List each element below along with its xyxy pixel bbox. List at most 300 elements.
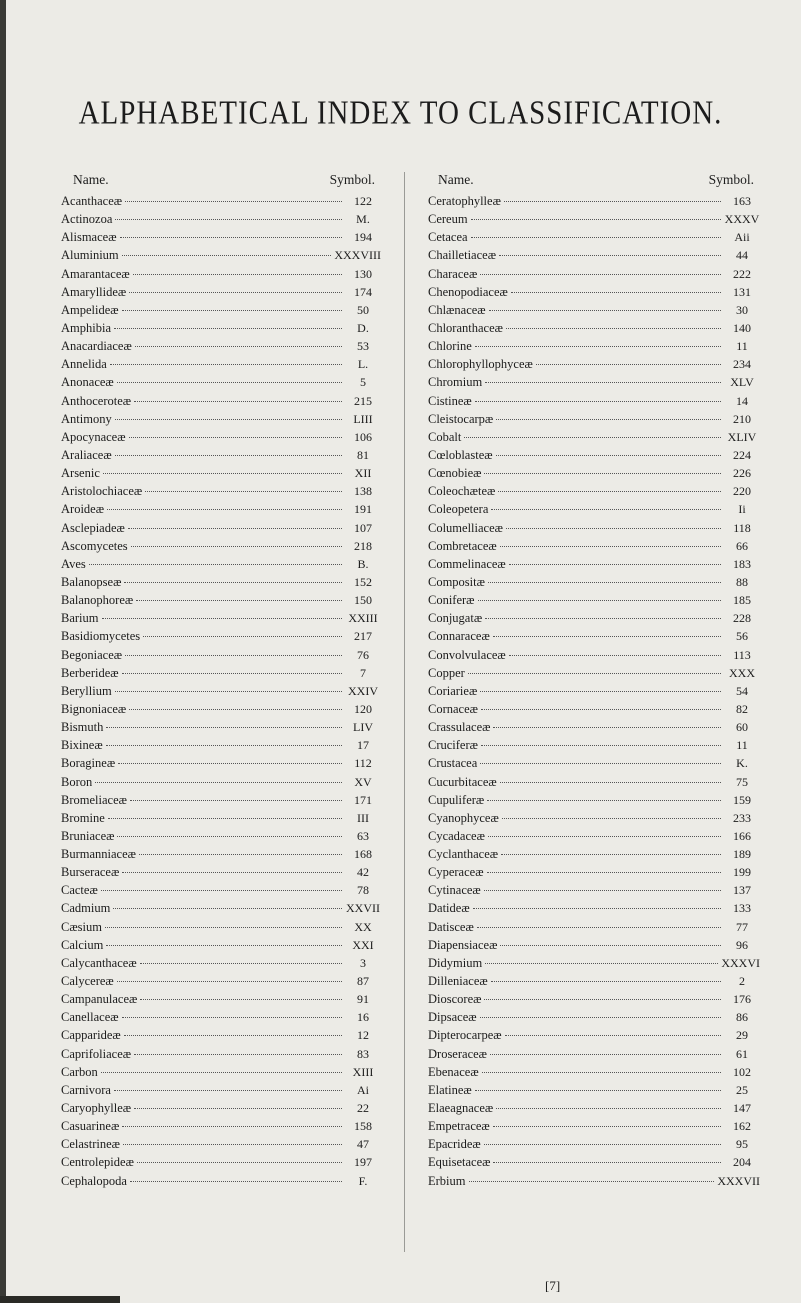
entry-name: Canellaceæ — [61, 1010, 119, 1025]
index-entry — [428, 246, 760, 264]
entry-symbol: 197 — [354, 1155, 372, 1170]
leader-dots — [489, 309, 721, 311]
symbol-header: Symbol. — [329, 172, 375, 187]
entry-name: Crassulaceæ — [428, 720, 491, 735]
column-header — [428, 172, 760, 190]
entry-name: Aves — [61, 556, 86, 571]
page-title: ALPHABETICAL INDEX TO CLASSIFICATION. — [78, 94, 723, 132]
index-entry — [61, 718, 381, 736]
index-entry — [428, 990, 760, 1008]
entry-name: Centrolepideæ — [61, 1155, 134, 1170]
leader-dots — [115, 418, 342, 420]
index-entry — [61, 301, 381, 319]
leader-dots — [95, 781, 342, 783]
entry-name: Burseraceæ — [61, 865, 120, 880]
leader-dots — [473, 907, 721, 909]
leader-dots — [135, 345, 342, 347]
leader-dots — [140, 962, 342, 964]
index-entry — [428, 373, 760, 391]
entry-symbol: 12 — [357, 1028, 369, 1043]
page-edge-shadow — [0, 0, 6, 1303]
leader-dots — [106, 744, 342, 746]
entry-name: Caprifoliaceæ — [61, 1046, 132, 1061]
entry-name: Chlorophyllophyceæ — [428, 357, 533, 372]
entry-name: Caryophylleæ — [61, 1101, 132, 1116]
index-entry — [61, 500, 381, 518]
entry-name: Chlænaceæ — [428, 302, 486, 317]
index-entry — [428, 1045, 760, 1063]
entry-name: Amaryllideæ — [61, 284, 127, 299]
entry-symbol: 106 — [354, 429, 372, 444]
entry-symbol: 183 — [733, 556, 751, 571]
leader-dots — [484, 889, 721, 891]
index-column-right — [428, 172, 760, 1190]
index-entry — [61, 265, 381, 283]
entry-name: Balanopseæ — [61, 574, 122, 589]
index-entry — [428, 972, 760, 990]
entry-name: Conjugatæ — [428, 611, 483, 626]
entry-name: Equisetaceæ — [428, 1155, 491, 1170]
index-entry — [428, 410, 760, 428]
index-entry — [428, 700, 760, 718]
entry-symbol: XX — [354, 919, 372, 934]
leader-dots — [471, 218, 721, 220]
leader-dots — [480, 690, 721, 692]
leader-dots — [480, 1016, 721, 1018]
entry-symbol: 11 — [736, 339, 748, 354]
entry-name: Chailletiaceæ — [428, 248, 497, 263]
entry-name: Bromine — [61, 810, 105, 825]
index-entry — [61, 210, 381, 228]
entry-symbol: 224 — [733, 447, 751, 462]
entry-symbol: 158 — [354, 1119, 372, 1134]
index-entry — [61, 519, 381, 537]
entry-symbol: Aii — [734, 230, 750, 245]
index-entry — [61, 754, 381, 772]
index-entry — [428, 773, 760, 791]
entry-name: Chlorine — [428, 339, 472, 354]
entry-name: Dilleniaceæ — [428, 974, 488, 989]
entry-symbol: 140 — [733, 320, 751, 335]
index-entry — [61, 319, 381, 337]
index-entry — [61, 355, 381, 373]
entry-symbol: XV — [354, 774, 372, 789]
entry-symbol: III — [357, 810, 369, 825]
entry-name: Cetacea — [428, 230, 468, 245]
entry-symbol: 163 — [733, 194, 751, 208]
leader-dots — [485, 617, 721, 619]
entry-symbol: 82 — [736, 701, 748, 716]
leader-dots — [487, 799, 721, 801]
entry-symbol: 118 — [733, 520, 751, 535]
index-entry — [61, 664, 381, 682]
index-entry — [61, 845, 381, 863]
leader-dots — [122, 1016, 342, 1018]
leader-dots — [487, 871, 721, 873]
index-entry — [61, 1063, 381, 1081]
entry-name: Calcium — [61, 937, 104, 952]
index-entry — [428, 192, 760, 210]
entry-symbol: XLIV — [727, 429, 757, 444]
entry-name: Cyclanthaceæ — [428, 847, 499, 862]
entry-name: Balanophoreæ — [61, 593, 134, 608]
entry-symbol: 220 — [733, 484, 751, 499]
entry-name: Berberideæ — [61, 665, 119, 680]
index-entry — [61, 972, 381, 990]
entry-symbol: 78 — [357, 883, 369, 898]
leader-dots — [496, 1107, 721, 1109]
leader-dots — [110, 363, 342, 365]
entry-name: Cruciferæ — [428, 738, 478, 753]
entry-name: Ceratophylleæ — [428, 194, 501, 208]
index-entry — [428, 718, 760, 736]
index-entry — [61, 990, 381, 1008]
leader-dots — [136, 599, 342, 601]
index-entry — [428, 428, 760, 446]
leader-dots — [493, 1161, 721, 1163]
entry-symbol: 63 — [357, 828, 369, 843]
index-entry — [61, 881, 381, 899]
leader-dots — [122, 672, 342, 674]
leader-dots — [509, 654, 721, 656]
index-entry — [428, 646, 760, 664]
index-entry — [428, 664, 760, 682]
entry-name: Chenopodiaceæ — [428, 284, 508, 299]
index-entry — [61, 428, 381, 446]
entry-symbol: 166 — [733, 828, 751, 843]
entry-symbol: 204 — [733, 1155, 751, 1170]
entry-symbol: M. — [356, 212, 370, 227]
entry-symbol: LIII — [353, 411, 373, 426]
entry-symbol: 44 — [736, 248, 748, 263]
leader-dots — [129, 436, 342, 438]
index-entry — [428, 1135, 760, 1153]
index-entry — [428, 827, 760, 845]
entry-symbol: XLV — [730, 375, 754, 390]
entry-name: Cephalopoda — [61, 1173, 127, 1188]
index-entry — [61, 936, 381, 954]
entry-name: Characeæ — [428, 266, 478, 281]
entry-name: Cycadaceæ — [428, 828, 485, 843]
leader-dots — [122, 254, 332, 256]
leader-dots — [107, 508, 342, 510]
entry-symbol: 215 — [354, 393, 372, 408]
entry-symbol: Ii — [738, 502, 746, 517]
entry-name: Elatineæ — [428, 1082, 472, 1097]
entry-name: Bruniaceæ — [61, 828, 115, 843]
entry-name: Ascomycetes — [61, 538, 128, 553]
entry-name: Erbium — [428, 1173, 466, 1188]
index-entry — [61, 899, 381, 917]
entry-name: Anonaceæ — [61, 375, 114, 390]
entry-symbol: 61 — [736, 1046, 748, 1061]
index-entry — [428, 1172, 760, 1190]
entry-symbol: 54 — [736, 683, 748, 698]
entry-name: Coleochæteæ — [428, 484, 496, 499]
entry-name: Bismuth — [61, 720, 104, 735]
index-entry — [428, 555, 760, 573]
leader-dots — [485, 381, 721, 383]
leader-dots — [117, 835, 342, 837]
entry-name: Empetraceæ — [428, 1119, 490, 1134]
leader-dots — [103, 472, 342, 474]
index-entry — [61, 410, 381, 428]
index-entry — [428, 1117, 760, 1135]
entry-name: Elaeagnaceæ — [428, 1101, 494, 1116]
leader-dots — [491, 980, 721, 982]
entry-symbol: XXIV — [348, 683, 378, 698]
entry-symbol: 16 — [357, 1010, 369, 1025]
entry-symbol: 233 — [733, 810, 751, 825]
index-entry — [61, 192, 381, 210]
index-list-right — [428, 192, 760, 1190]
entry-name: Amphibia — [61, 320, 111, 335]
entry-name: Coleopetera — [428, 502, 489, 517]
entry-symbol: 91 — [357, 992, 369, 1007]
entry-name: Cacteæ — [61, 883, 98, 898]
index-entry — [428, 627, 760, 645]
entry-symbol: 122 — [354, 194, 372, 208]
leader-dots — [120, 236, 342, 238]
entry-symbol: 171 — [354, 792, 372, 807]
index-entry — [61, 482, 381, 500]
leader-dots — [115, 218, 342, 220]
leader-dots — [130, 799, 342, 801]
index-entry — [428, 337, 760, 355]
index-entry — [428, 1063, 760, 1081]
leader-dots — [114, 1089, 342, 1091]
entry-name: Actinozoa — [61, 212, 113, 227]
index-entry — [428, 482, 760, 500]
leader-dots — [101, 1071, 342, 1073]
index-entry — [428, 1081, 760, 1099]
index-entry — [428, 355, 760, 373]
entry-symbol: XXIII — [348, 611, 378, 626]
index-entry — [61, 283, 381, 301]
entry-name: Amarantaceæ — [61, 266, 130, 281]
entry-symbol: 113 — [733, 647, 751, 662]
index-entry — [61, 1117, 381, 1135]
entry-symbol: 60 — [736, 720, 748, 735]
index-entry — [428, 500, 760, 518]
index-entry — [61, 773, 381, 791]
entry-symbol: 210 — [733, 411, 751, 426]
entry-name: Boron — [61, 774, 93, 789]
entry-symbol: D. — [357, 320, 369, 335]
entry-name: Didymium — [428, 955, 483, 970]
leader-dots — [501, 853, 721, 855]
index-entry — [61, 863, 381, 881]
index-entry — [61, 537, 381, 555]
index-entry — [61, 1026, 381, 1044]
entry-name: Crustacea — [428, 756, 478, 771]
entry-name: Arsenic — [61, 466, 100, 481]
entry-symbol: 159 — [733, 792, 751, 807]
page-number: [7] — [545, 1278, 561, 1293]
entry-name: Calycereæ — [61, 974, 114, 989]
index-entry — [61, 1099, 381, 1117]
leader-dots — [511, 291, 721, 293]
index-entry — [61, 1045, 381, 1063]
leader-dots — [106, 944, 342, 946]
leader-dots — [488, 581, 721, 583]
index-entry — [61, 591, 381, 609]
entry-symbol: 81 — [357, 447, 369, 462]
leader-dots — [484, 472, 721, 474]
entry-symbol: 174 — [354, 284, 372, 299]
leader-dots — [101, 889, 342, 891]
index-entry — [61, 464, 381, 482]
index-entry — [61, 555, 381, 573]
leader-dots — [475, 400, 721, 402]
entry-name: Coriarieæ — [428, 683, 478, 698]
entry-symbol: 228 — [733, 611, 751, 626]
leader-dots — [505, 1034, 721, 1036]
leader-dots — [137, 1161, 342, 1163]
leader-dots — [500, 944, 721, 946]
leader-dots — [480, 273, 721, 275]
entry-symbol: XXX — [729, 665, 755, 680]
index-entry — [61, 1135, 381, 1153]
entry-name: Ampelideæ — [61, 302, 119, 317]
entry-name: Cereum — [428, 212, 468, 227]
entry-name: Dipterocarpeæ — [428, 1028, 502, 1043]
leader-dots — [500, 781, 721, 783]
entry-name: Epacrideæ — [428, 1137, 481, 1152]
leader-dots — [114, 327, 342, 329]
index-entry — [61, 682, 381, 700]
leader-dots — [134, 1053, 342, 1055]
index-entry — [428, 845, 760, 863]
leader-dots — [124, 1034, 342, 1036]
entry-name: Acanthaceæ — [61, 194, 123, 208]
leader-dots — [464, 436, 721, 438]
index-entry — [428, 682, 760, 700]
leader-dots — [130, 1180, 342, 1182]
name-header: Name. — [438, 172, 474, 187]
entry-symbol: 168 — [354, 847, 372, 862]
leader-dots — [493, 726, 721, 728]
entry-symbol: 50 — [357, 302, 369, 317]
entry-symbol: 107 — [354, 520, 372, 535]
leader-dots — [124, 581, 342, 583]
leader-dots — [125, 200, 342, 202]
leader-dots — [102, 617, 343, 619]
index-entry — [61, 337, 381, 355]
index-entry — [428, 464, 760, 482]
leader-dots — [509, 563, 721, 565]
entry-name: Cucurbitaceæ — [428, 774, 497, 789]
index-entry — [428, 392, 760, 410]
index-entry — [428, 1153, 760, 1171]
entry-name: Aroideæ — [61, 502, 105, 517]
index-entry — [428, 954, 760, 972]
leader-dots — [133, 273, 342, 275]
leader-dots — [129, 708, 342, 710]
leader-dots — [139, 853, 342, 855]
entry-symbol: 217 — [354, 629, 372, 644]
column-divider — [404, 172, 405, 1252]
entry-symbol: 11 — [736, 738, 748, 753]
index-entry — [61, 1172, 381, 1190]
entry-name: Antimony — [61, 411, 112, 426]
leader-dots — [122, 871, 342, 873]
entry-symbol: 83 — [357, 1046, 369, 1061]
leader-dots — [478, 599, 721, 601]
entry-name: Datisceæ — [428, 919, 474, 934]
entry-name: Casuarineæ — [61, 1119, 120, 1134]
entry-symbol: 150 — [354, 593, 372, 608]
index-entry — [428, 754, 760, 772]
leader-dots — [123, 1143, 342, 1145]
index-entry — [61, 646, 381, 664]
entry-name: Begoniaceæ — [61, 647, 123, 662]
entry-symbol: 47 — [357, 1137, 369, 1152]
index-entry — [428, 265, 760, 283]
index-entry — [428, 519, 760, 537]
entry-symbol: XIII — [352, 1064, 374, 1079]
index-entry — [428, 319, 760, 337]
entry-symbol: 5 — [360, 375, 366, 390]
entry-name: Anthoceroteæ — [61, 393, 132, 408]
entry-symbol: 176 — [733, 992, 751, 1007]
entry-symbol: XXXVIII — [334, 248, 381, 263]
leader-dots — [89, 563, 342, 565]
entry-name: Commelinaceæ — [428, 556, 506, 571]
index-entry — [428, 809, 760, 827]
entry-symbol: 189 — [733, 847, 751, 862]
entry-symbol: 222 — [733, 266, 751, 281]
leader-dots — [108, 817, 342, 819]
page-corner-shadow — [0, 1296, 120, 1303]
entry-name: Cœloblasteæ — [428, 447, 493, 462]
index-entry — [428, 591, 760, 609]
entry-name: Burmanniaceæ — [61, 847, 136, 862]
leader-dots — [499, 254, 721, 256]
entry-name: Ebenaceæ — [428, 1064, 479, 1079]
index-entry — [428, 609, 760, 627]
entry-symbol: 102 — [733, 1064, 751, 1079]
entry-symbol: XXXV — [724, 212, 760, 227]
entry-name: Basidiomycetes — [61, 629, 141, 644]
leader-dots — [484, 1143, 721, 1145]
leader-dots — [115, 454, 342, 456]
entry-symbol: 138 — [354, 484, 372, 499]
entry-symbol: 30 — [736, 302, 748, 317]
leader-dots — [106, 726, 342, 728]
leader-dots — [143, 635, 342, 637]
entry-symbol: 96 — [736, 937, 748, 952]
index-entry — [61, 609, 381, 627]
leader-dots — [105, 926, 342, 928]
index-entry — [428, 791, 760, 809]
entry-symbol: 218 — [354, 538, 372, 553]
entry-name: Combretaceæ — [428, 538, 497, 553]
index-entry — [428, 573, 760, 591]
leader-dots — [536, 363, 721, 365]
entry-name: Cadmium — [61, 901, 111, 916]
entry-symbol: 22 — [357, 1101, 369, 1116]
entry-name: Cistineæ — [428, 393, 472, 408]
leader-dots — [115, 690, 342, 692]
name-header: Name. — [73, 172, 109, 187]
index-entry — [428, 881, 760, 899]
entry-symbol: XXXVII — [717, 1173, 760, 1188]
entry-name: Annelida — [61, 357, 107, 372]
leader-dots — [128, 527, 342, 529]
entry-name: Capparideæ — [61, 1028, 121, 1043]
leader-dots — [490, 1053, 721, 1055]
